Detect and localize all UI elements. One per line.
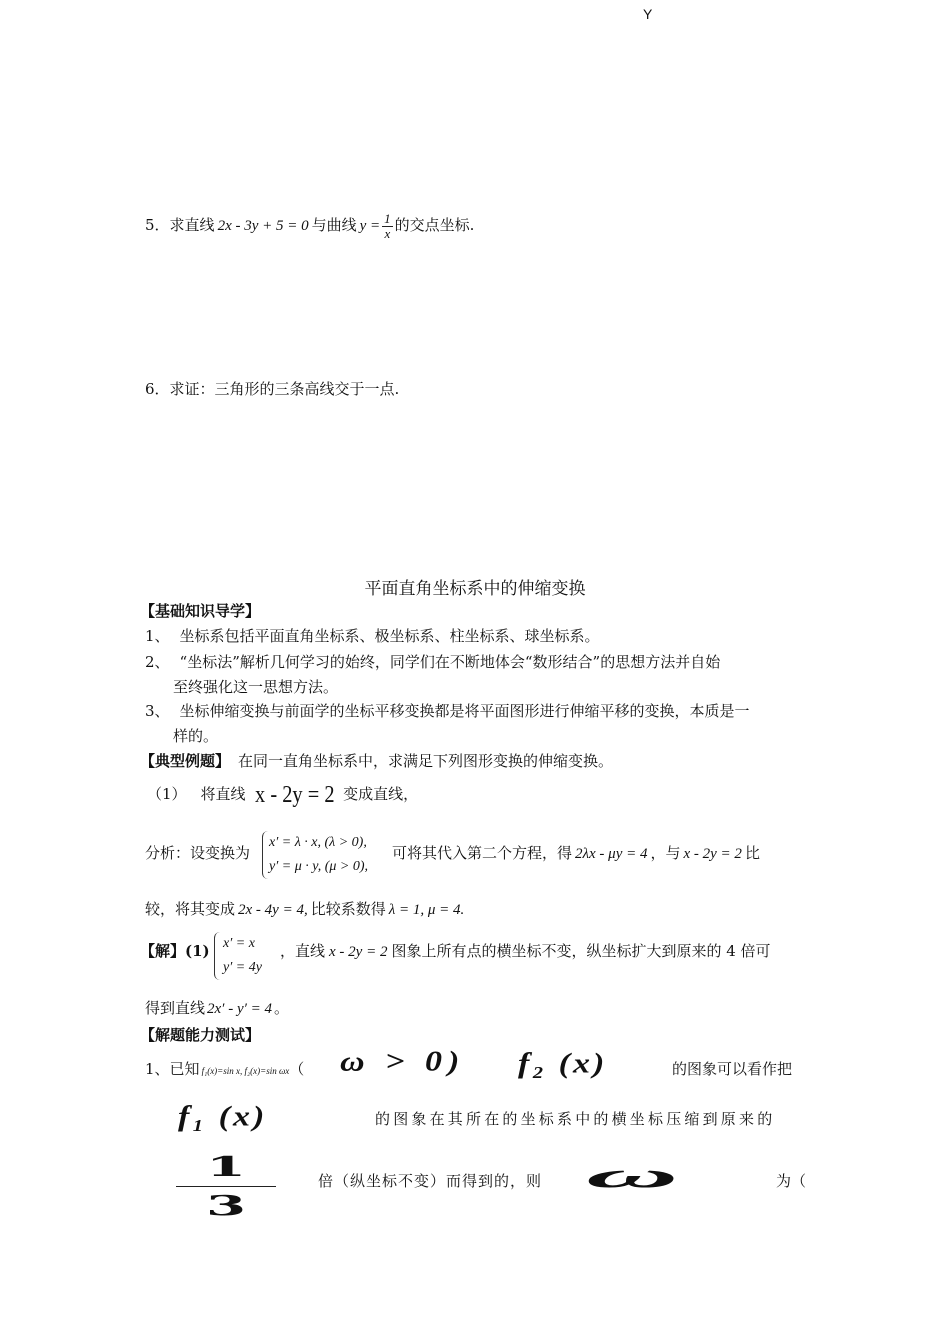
- basics-item-2-cont: 至终强化这一思想方法。: [173, 678, 339, 696]
- solution-text: [280, 940, 771, 961]
- example-text: 将直线: [200, 785, 246, 803]
- item-text: “坐标法”解析几何学习的始终，同学们在不断地体会“数形结合”的思想方法并自始: [179, 653, 721, 671]
- test-fraction: [172, 1148, 280, 1225]
- basics-heading: 【基础知识导学】: [140, 602, 261, 620]
- question-number: 5．: [145, 216, 170, 234]
- solution-equation: x - 2y = 2: [329, 944, 388, 960]
- test-paren: （: [289, 1060, 305, 1078]
- test-text-d: 倍（纵坐标不变）而得到的，则: [318, 1172, 543, 1190]
- fraction-numerator: 1: [205, 1151, 247, 1183]
- question-6: [145, 378, 399, 399]
- solution-label-text: 【解】(1): [140, 942, 210, 960]
- test-big-omega: ω: [586, 1156, 679, 1195]
- result-equation: 2x′ - y′ = 4: [207, 1001, 273, 1017]
- compare-result: λ = 1, μ = 4.: [388, 902, 465, 918]
- compare-equation: 2x - 4y = 4,: [238, 902, 308, 918]
- fraction-numerator: 1: [384, 211, 391, 226]
- test-big-f2: f₂ (x): [518, 1047, 608, 1080]
- examples-heading: 【典型例题】: [140, 752, 231, 770]
- basics-item-3-cont: 样的。: [173, 727, 219, 745]
- basics-item-2: [145, 651, 720, 672]
- system-row: x′ = x: [223, 936, 255, 951]
- fraction-denominator: x: [384, 226, 391, 241]
- analysis-text-2: ，与: [650, 844, 681, 862]
- question-text: 求直线: [169, 216, 215, 234]
- result-text-2: 。: [274, 999, 290, 1017]
- result-text-1: 得到直线: [145, 999, 206, 1017]
- example-number: （1）: [147, 785, 187, 803]
- item-number: 1、: [145, 627, 170, 645]
- analysis-equation-2: x - 2y = 2: [683, 846, 742, 862]
- analysis-equation-1: 2λx - μy = 4: [575, 846, 648, 862]
- question-5: [145, 212, 474, 240]
- fraction-denominator: 3: [205, 1190, 247, 1222]
- test-text: 已知: [169, 1060, 200, 1078]
- compare-line: [145, 898, 464, 919]
- solution-label: [140, 940, 210, 961]
- question-text: 求证：三角形的三条高线交于一点.: [169, 380, 400, 398]
- item-number: 2、: [145, 653, 170, 671]
- example-1: [147, 782, 418, 809]
- line-equation: 2x - 3y + 5 = 0: [217, 218, 309, 234]
- test-heading: 【解题能力测试】: [140, 1026, 261, 1044]
- solution-text-1: ，直线: [280, 942, 326, 960]
- result-line: [145, 997, 289, 1018]
- examples-line: [140, 750, 613, 771]
- item-text: 坐标系包括平面直角坐标系、极坐标系、柱坐标系、球坐标系。: [179, 627, 600, 645]
- example-text: 变成直线: [343, 785, 404, 803]
- test-text-b: 的图象可以看作把: [672, 1060, 793, 1078]
- analysis-label: 分析：设变换为: [145, 844, 251, 862]
- solution-text-2: 图象上所有点的横坐标不变，纵坐标扩大到原来的 4 倍可: [391, 942, 771, 960]
- test-text-e: 为（: [776, 1172, 807, 1190]
- system-row: y′ = 4y: [223, 960, 262, 975]
- question-text: 的交点坐标.: [394, 216, 475, 234]
- basics-item-1: [145, 625, 600, 646]
- example-tail: ，: [403, 785, 419, 803]
- question-number: 6．: [145, 380, 170, 398]
- test-number: 1、: [145, 1060, 170, 1078]
- analysis-system: [262, 831, 368, 879]
- header-mark: Y: [643, 6, 653, 22]
- compare-text-2: 比较系数得: [310, 900, 386, 918]
- analysis-text-1: 可将其代入第二个方程，得: [392, 844, 573, 862]
- system-row: x′ = λ · x, (λ > 0),: [269, 835, 367, 850]
- analysis-text-3: 比: [744, 844, 760, 862]
- compare-text-1: 较，将其变成: [145, 900, 236, 918]
- solution-system: [214, 932, 262, 980]
- section-title: 平面直角坐标系中的伸缩变换: [364, 579, 586, 599]
- curve-fraction: [382, 212, 393, 240]
- test-text-c: 的图象在其所在的坐标系中的横坐标压缩到原来的: [375, 1110, 776, 1128]
- item-number: 3、: [145, 702, 170, 720]
- test-big-condition: ω > 0): [340, 1045, 466, 1078]
- examples-intro: 在同一直角坐标系中，求满足下列图形变换的伸缩变换。: [238, 752, 614, 770]
- analysis-text: [392, 842, 760, 863]
- test-1-start: [145, 1058, 304, 1079]
- curve-lhs: y =: [359, 218, 381, 234]
- item-text: 坐标伸缩变换与前面学的坐标平移变换都是将平面图形进行伸缩平移的变换，本质是一: [179, 702, 750, 720]
- question-text: 与曲线: [311, 216, 357, 234]
- test-small-equation: f₁(x)=sin x, f₂(x)=sin ωx: [201, 1066, 290, 1076]
- basics-item-3: [145, 700, 750, 721]
- system-row: y′ = μ · y, (μ > 0),: [269, 859, 368, 874]
- fraction-bar: [176, 1186, 276, 1187]
- test-big-f1: f₁ (x): [178, 1100, 268, 1133]
- example-equation: x - 2y = 2: [254, 782, 335, 808]
